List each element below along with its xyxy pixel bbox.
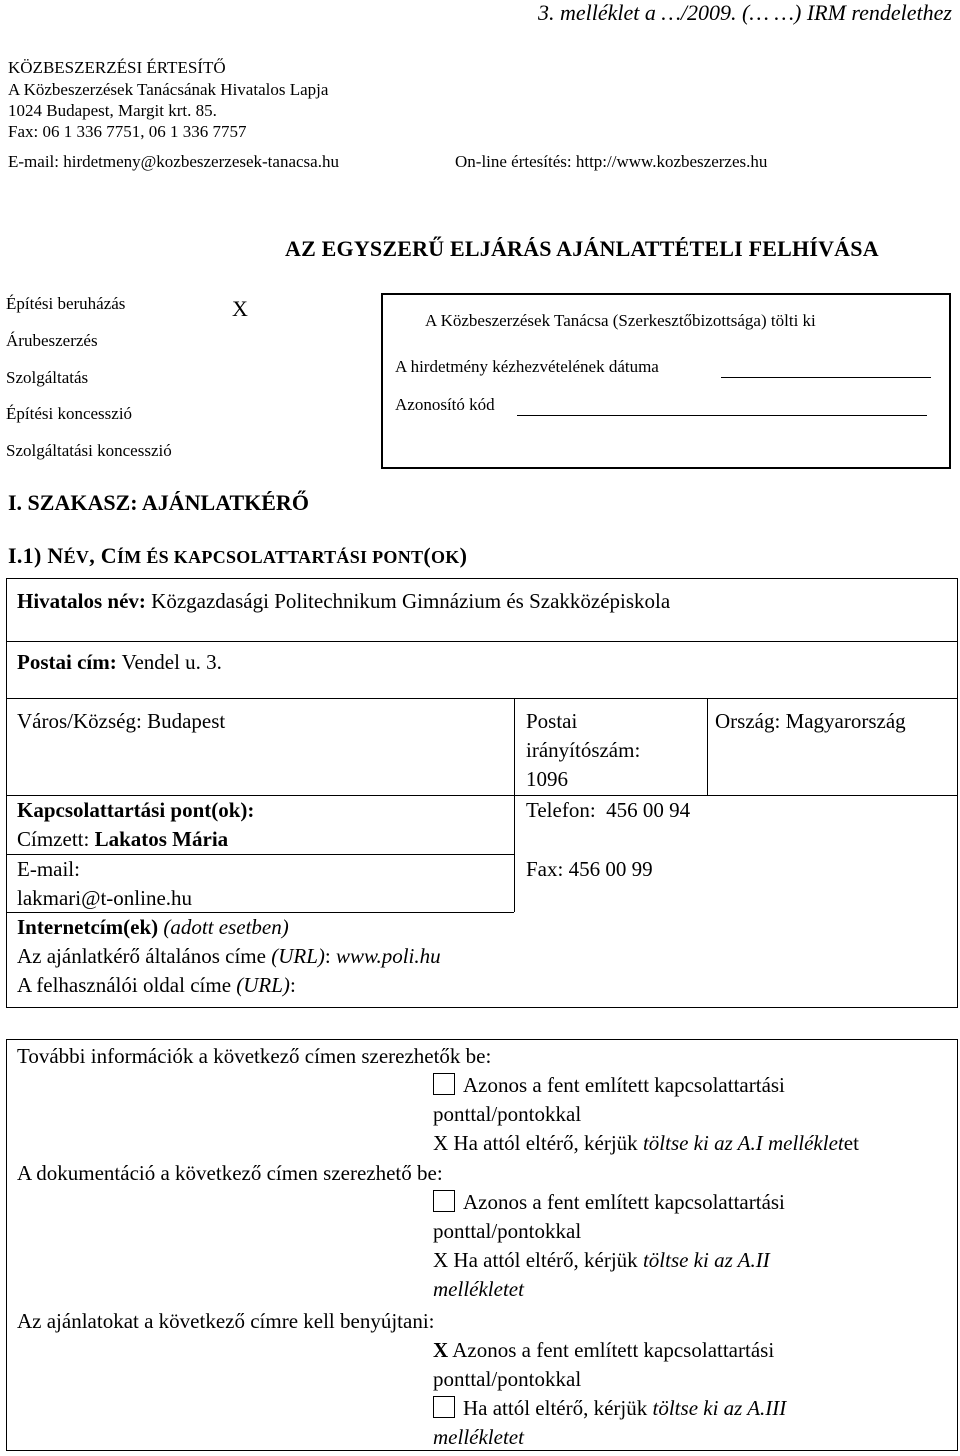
postal-code-label-2: irányítószám: — [526, 738, 641, 762]
fax-label: Fax: — [526, 857, 564, 881]
submit-diff-checkbox[interactable] — [433, 1396, 455, 1418]
city-row — [17, 707, 225, 736]
email-label: E-mail: — [17, 857, 80, 881]
postal-address-label: Postai cím: — [17, 650, 117, 674]
type-works-concession: Építési koncesszió — [6, 404, 133, 423]
info-diff-option: X Ha attól eltérő, kérjük töltse ki az A.I mellékletet — [433, 1131, 859, 1155]
docs-heading: A dokumentáció a következő címen szerezhető be: — [17, 1161, 443, 1185]
id-code-label: Azonosító kód — [395, 395, 495, 414]
info-heading: További információk a következő címen szerezhetők be: — [17, 1044, 492, 1068]
country-value: Magyarország — [785, 709, 906, 733]
further-info-box — [6, 1039, 958, 1451]
postal-address-row — [17, 648, 222, 677]
buyer-profile-row: A felhasználói oldal címe (URL): — [17, 973, 296, 997]
phone-row — [526, 796, 690, 825]
general-url-row: Az ajánlatkérő általános címe (URL): www.poli.hu — [17, 944, 441, 968]
submit-same-mark: X — [433, 1338, 449, 1362]
info-same-line2: ponttal/pontokkal — [433, 1102, 582, 1126]
publisher-name: KÖZBESZERZÉSI ÉRTESÍTŐ — [8, 58, 226, 77]
received-date-label: A hirdetmény kézhezvételének dátuma — [395, 357, 659, 376]
grid-divider-2 — [707, 699, 708, 795]
subsection-heading: I.1) NÉV, CÍM ÉS KAPCSOLATTARTÁSI PONT(OK) — [8, 543, 468, 568]
submit-same-option: X Azonos a fent említett kapcsolattartási — [433, 1338, 775, 1362]
fax-value: 456 00 99 — [568, 857, 653, 881]
grid-divider-1 — [514, 699, 515, 912]
postal-address-value: Vendel u. 3. — [121, 650, 222, 674]
docs-same-option: Azonos a fent említett kapcsolattartási — [433, 1188, 785, 1217]
addressee-row — [17, 825, 254, 854]
email-cell — [17, 855, 192, 913]
url-abbr-2: (URL) — [236, 973, 290, 997]
publisher-email: E-mail: hirdetmeny@kozbeszerzesek-tanacsa.hu — [8, 152, 339, 171]
postal-address-box — [6, 641, 958, 699]
submit-heading: Az ajánlatokat a következő címre kell benyújtani: — [17, 1309, 435, 1333]
postal-code-value: 1096 — [526, 767, 568, 791]
publisher-fax: Fax: 06 1 336 7751, 06 1 336 7757 — [8, 122, 247, 141]
type-services: Szolgáltatás — [6, 368, 89, 387]
official-name-row — [17, 587, 670, 616]
contact-grid — [6, 698, 958, 1008]
fax-row — [526, 855, 653, 884]
submit-same-line2: ponttal/pontokkal — [433, 1367, 582, 1391]
addressee-label: Címzett: — [17, 827, 90, 851]
country-label: Ország: — [715, 709, 781, 733]
annex-reference: 3. melléklet a …/2009. (… …) IRM rendelethez — [537, 0, 952, 25]
email-value: lakmari@t-online.hu — [17, 886, 193, 910]
postal-code-cell — [526, 707, 640, 794]
publisher-subtitle: A Közbeszerzések Tanácsának Hivatalos Lapja — [8, 80, 329, 99]
type-works: Építési beruházás — [6, 294, 126, 313]
received-date-line — [721, 377, 931, 378]
online-notice: On-line értesítés: http://www.kozbeszerzes.hu — [455, 152, 768, 171]
internet-note: (adott esetben) — [163, 915, 289, 939]
internet-cell — [17, 913, 441, 1000]
council-box-heading: A Közbeszerzések Tanácsa (Szerkesztőbizottsága) tölti ki — [425, 311, 816, 330]
type-service-concession: Szolgáltatási koncesszió — [6, 441, 172, 460]
contact-points-label: Kapcsolattartási pont(ok): — [17, 798, 255, 822]
internet-label: Internetcím(ek) — [17, 915, 159, 939]
docs-same-checkbox[interactable] — [433, 1190, 455, 1212]
docs-same-line2: ponttal/pontokkal — [433, 1219, 582, 1243]
postal-code-label-1: Postai — [526, 709, 578, 733]
docs-diff-option: X Ha attól eltérő, kérjük töltse ki az A.II — [433, 1248, 770, 1272]
internet-heading — [17, 913, 441, 942]
id-code-line-1 — [517, 415, 687, 416]
docs-diff-line2: mellékletet — [433, 1277, 524, 1301]
type-supplies: Árubeszerzés — [6, 331, 98, 350]
official-name-box — [6, 578, 958, 642]
phone-label: Telefon: — [526, 798, 596, 822]
info-diff-mark: X — [433, 1131, 449, 1155]
city-label: Város/Község: — [17, 709, 142, 733]
submit-diff-line2: mellékletet — [433, 1425, 524, 1449]
section-heading: I. SZAKASZ: AJÁNLATKÉRŐ — [8, 490, 309, 515]
phone-value: 456 00 94 — [606, 798, 691, 822]
official-name-label: Hivatalos név: — [17, 589, 146, 613]
contact-points-cell — [17, 796, 254, 854]
info-same-checkbox[interactable] — [433, 1073, 455, 1095]
url-abbr: (URL) — [271, 944, 325, 968]
council-box — [381, 293, 951, 469]
general-url-value: www.poli.hu — [335, 944, 441, 968]
official-name-value: Közgazdasági Politechnikum Gimnázium és Szakközépiskola — [151, 589, 671, 613]
document-title: AZ EGYSZERŰ ELJÁRÁS AJÁNLATTÉTELI FELHÍVÁSA — [285, 236, 879, 261]
id-code-line-2 — [687, 415, 927, 416]
city-value: Budapest — [147, 709, 226, 733]
selected-type-mark: X — [232, 296, 248, 321]
publisher-address: 1024 Budapest, Margit krt. 85. — [8, 101, 217, 120]
info-same-option: Azonos a fent említett kapcsolattartási — [433, 1071, 785, 1100]
submit-diff-option: Ha attól eltérő, kérjük töltse ki az A.III — [433, 1394, 786, 1423]
country-row — [715, 707, 906, 736]
addressee-value: Lakatos Mária — [94, 827, 229, 851]
docs-diff-mark: X — [433, 1248, 449, 1272]
